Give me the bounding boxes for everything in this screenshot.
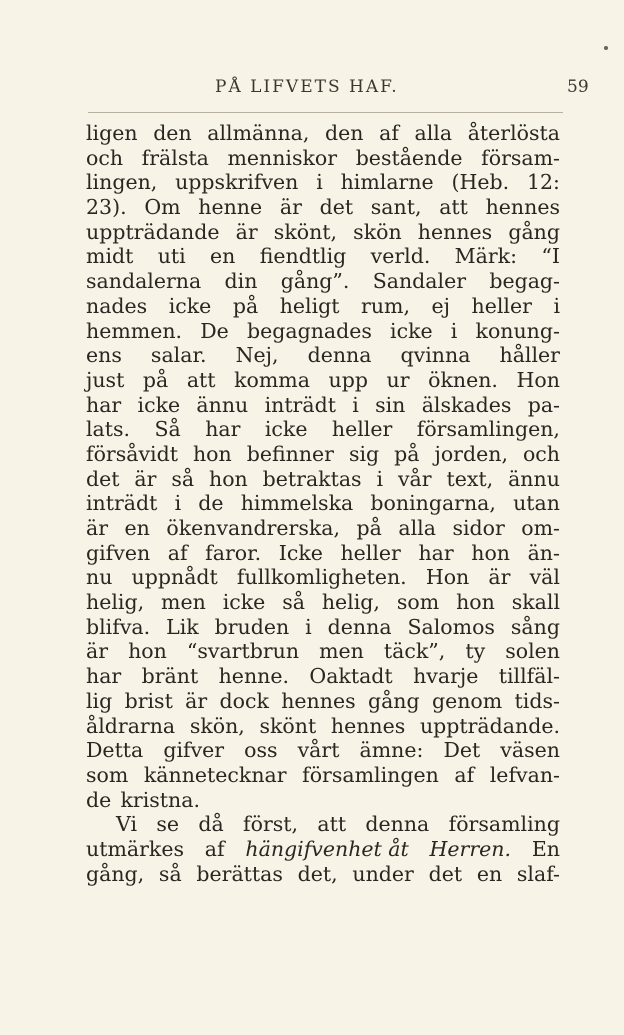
word: har: [86, 392, 122, 417]
word: himmelska: [240, 491, 354, 516]
word: helig,: [321, 590, 380, 615]
word: hon: [471, 540, 510, 565]
text-line: [86, 763, 560, 788]
word: denna: [327, 614, 392, 639]
word: skön,: [189, 713, 245, 738]
word: icke: [222, 590, 266, 615]
word: midt: [86, 244, 134, 269]
word: sig: [348, 441, 380, 466]
text-line: [86, 121, 560, 146]
word: ur: [386, 367, 410, 392]
word: en: [476, 861, 503, 886]
word: är: [235, 219, 258, 244]
text-line: [86, 195, 560, 220]
word: bestående: [355, 145, 463, 170]
word: helig,: [86, 590, 145, 615]
word: lats.: [86, 417, 131, 442]
word: af: [204, 836, 225, 861]
word: boningarna,: [370, 491, 496, 516]
text-line: [86, 417, 560, 442]
word: alla: [398, 516, 436, 540]
word: på: [142, 367, 169, 392]
word: det: [319, 195, 354, 220]
word: lefvan-: [489, 762, 560, 787]
header-rule: [88, 112, 563, 113]
word: hängifvenhet åt: [245, 836, 409, 861]
word: text,: [446, 466, 494, 491]
page-header: [0, 77, 624, 101]
text-line: [86, 220, 560, 245]
word: på: [394, 441, 420, 466]
word: komma: [234, 367, 310, 392]
text-line: [86, 812, 560, 837]
word: af: [379, 121, 399, 145]
word: försam-: [481, 145, 560, 170]
word: gång: [367, 688, 420, 713]
word: denna: [365, 812, 430, 837]
word: henne: [198, 195, 263, 220]
word: Hon: [425, 565, 470, 590]
word: under: [352, 861, 414, 886]
running-head: PÅ LIFVETS HAF.: [215, 77, 399, 97]
word: Lik: [166, 614, 199, 639]
word: ännu: [196, 392, 249, 417]
word: icke: [390, 318, 433, 343]
word: men: [161, 590, 206, 615]
word: Detta: [86, 738, 144, 763]
word: är: [134, 466, 157, 491]
text-line: [86, 615, 560, 640]
word: att: [317, 812, 347, 837]
word: ligen: [86, 121, 138, 145]
word: inträdt: [86, 491, 158, 516]
word: Hon: [516, 367, 560, 392]
word: i: [376, 466, 384, 491]
text-line: [86, 294, 560, 319]
word: ty: [465, 639, 486, 664]
word: försåvidt: [86, 441, 178, 466]
word: 12:: [526, 170, 560, 195]
word: den: [325, 121, 364, 145]
word: tids-: [514, 688, 560, 713]
word: i: [316, 170, 323, 195]
word: täck”,: [383, 639, 446, 664]
word: icke: [264, 417, 308, 442]
word: 23).: [86, 195, 127, 220]
word: tillfäl-: [498, 664, 560, 689]
word: rum,: [361, 293, 410, 318]
word: De: [200, 318, 229, 343]
word: allmänna,: [207, 121, 310, 145]
word: “svartbrun: [186, 639, 300, 664]
word: Märk:: [454, 244, 518, 269]
page-speck: [604, 46, 608, 50]
word: en: [124, 516, 150, 540]
word: har: [205, 417, 241, 442]
word: ens: [86, 343, 122, 368]
word: på: [356, 516, 382, 540]
text-line: [86, 837, 560, 862]
word: i: [553, 293, 560, 318]
word: af: [454, 762, 475, 787]
word: ej: [431, 293, 451, 318]
word: upp: [328, 367, 368, 392]
word: just: [86, 367, 125, 392]
text-line: [86, 269, 560, 294]
word: begagnades: [246, 318, 372, 343]
word: af: [167, 540, 188, 565]
word: gifver: [163, 738, 225, 763]
word: skönt: [259, 713, 317, 738]
word: bränt: [141, 664, 199, 689]
text-line: [86, 788, 560, 813]
word: ökenvandrerska,: [166, 516, 341, 540]
word: Nej,: [235, 343, 279, 368]
word: skall: [511, 590, 560, 615]
word: se: [156, 812, 179, 837]
word: gång,: [86, 861, 145, 886]
word: Herren.: [429, 836, 512, 861]
word: och: [522, 441, 560, 466]
word: hon: [456, 590, 495, 615]
word: denna: [307, 343, 372, 368]
word: i: [450, 318, 458, 343]
word: uti: [157, 244, 186, 269]
word: Vi: [116, 812, 138, 837]
word: himlarne: [340, 170, 434, 195]
word: gång: [508, 219, 560, 244]
word: än-: [527, 540, 560, 565]
word: församlingen: [302, 762, 439, 787]
word: är: [86, 639, 109, 664]
word: är: [185, 688, 208, 713]
word: jorden,: [434, 441, 508, 466]
text-line: [86, 664, 560, 689]
text-line: [86, 862, 560, 887]
word: hennes: [281, 688, 356, 713]
word: uppträdande.: [419, 713, 560, 738]
word: lingen,: [86, 170, 158, 195]
word: Om: [144, 195, 181, 220]
text-line: [86, 541, 560, 566]
text-line: [86, 565, 560, 590]
word: älskades: [421, 392, 512, 417]
text-line: [86, 442, 560, 467]
word: som: [396, 590, 440, 615]
word: solen: [505, 639, 560, 664]
text-line: [86, 491, 560, 516]
word: som: [86, 762, 129, 787]
word: icke: [168, 293, 212, 318]
text-line: [86, 467, 560, 492]
word: vår: [397, 466, 432, 491]
word: hon: [209, 466, 248, 491]
word: har: [418, 540, 454, 565]
word: uppskrifven: [175, 170, 299, 195]
word: hennes: [417, 219, 493, 244]
text-line: [86, 516, 560, 541]
word: sin: [375, 392, 406, 417]
word: hon: [192, 441, 232, 466]
word: frälsta: [141, 145, 209, 170]
word: sant,: [370, 195, 422, 220]
word: sandalerna: [86, 269, 202, 294]
word: kristna.: [120, 787, 200, 812]
word: väsen: [500, 738, 560, 763]
word: dock: [219, 688, 269, 713]
text-line: [86, 738, 560, 763]
word: “I: [541, 244, 560, 269]
word: hemmen.: [86, 318, 183, 343]
word: har: [86, 664, 122, 689]
word: fiendtlig: [259, 244, 347, 269]
word: återlösta: [467, 121, 560, 145]
word: pa-: [527, 392, 560, 417]
word: väl: [529, 565, 560, 590]
text-line: [86, 393, 560, 418]
word: Icke: [278, 540, 323, 565]
word: konung-: [475, 318, 560, 343]
word: utan: [513, 491, 560, 516]
word: Så: [154, 417, 181, 442]
word: att: [186, 367, 216, 392]
word: berättas: [196, 861, 283, 886]
text-line: [86, 590, 560, 615]
word: uppnådt: [131, 565, 218, 590]
word: det: [428, 861, 463, 886]
word: sång: [510, 614, 560, 639]
word: i: [352, 392, 359, 417]
word: verld.: [370, 244, 431, 269]
word: nu: [86, 565, 113, 590]
word: fullkomligheten.: [236, 565, 407, 590]
word: hvarje: [413, 664, 479, 689]
word: håller: [499, 343, 560, 368]
word: i: [174, 491, 182, 516]
word: slaf-: [516, 861, 560, 886]
word: Salomos: [407, 614, 495, 639]
word: qvinna: [400, 343, 471, 368]
word: nades: [86, 293, 148, 318]
text-line: [86, 146, 560, 171]
word: är: [488, 565, 511, 590]
word: skön: [353, 219, 402, 244]
word: En: [531, 836, 560, 861]
word: ännu: [508, 466, 560, 491]
word: en: [210, 244, 236, 269]
word: hennes: [485, 195, 560, 220]
word: den: [153, 121, 192, 145]
word: heligt: [279, 293, 340, 318]
word: Sandaler: [372, 269, 467, 294]
word: befinner: [246, 441, 334, 466]
word: är: [86, 516, 109, 540]
word: oss: [244, 738, 278, 763]
word: utmärkes: [86, 836, 184, 861]
word: menniskor: [227, 145, 338, 170]
word: så: [282, 590, 305, 615]
page-number: 59: [567, 77, 589, 97]
word: sidor: [452, 516, 505, 540]
word: salar.: [150, 343, 207, 368]
word: blifva.: [86, 614, 151, 639]
text-line: [86, 689, 560, 714]
word: ämne:: [359, 738, 424, 763]
word: så: [158, 861, 182, 886]
word: skönt,: [273, 219, 338, 244]
word: lig: [86, 688, 113, 713]
word: heller: [331, 417, 393, 442]
word: på: [232, 293, 259, 318]
text-line: [86, 244, 560, 269]
body-text: [86, 121, 560, 886]
word: då: [198, 812, 224, 837]
word: först,: [243, 812, 299, 837]
word: bruden: [214, 614, 290, 639]
word: genom: [431, 688, 503, 713]
word: att: [439, 195, 468, 220]
word: henne.: [218, 664, 289, 689]
word: heller: [340, 540, 401, 565]
word: hon: [128, 639, 167, 664]
word: alla: [414, 121, 453, 145]
text-line: [86, 714, 560, 739]
text-line: [86, 368, 560, 393]
word: det,: [297, 861, 338, 886]
word: gifven: [86, 540, 151, 565]
text-line: [86, 319, 560, 344]
word: Oaktadt: [309, 664, 393, 689]
word: brist: [124, 688, 173, 713]
word: åldrarna: [86, 713, 176, 738]
word: din: [224, 269, 258, 294]
word: i: [305, 614, 312, 639]
word: så: [171, 466, 195, 491]
word: församlingen,: [416, 417, 560, 442]
word: vårt: [297, 738, 340, 763]
word: om-: [521, 516, 560, 540]
word: (Heb.: [451, 170, 510, 195]
word: församling: [448, 812, 560, 837]
text-line: [86, 639, 560, 664]
word: betraktas: [262, 466, 362, 491]
word: är: [279, 195, 302, 220]
word: gång”.: [280, 269, 350, 294]
text-line: [86, 170, 560, 195]
word: icke: [137, 392, 181, 417]
word: faror.: [205, 540, 262, 565]
word: Det: [443, 738, 481, 763]
word: hennes: [330, 713, 406, 738]
word: de: [86, 787, 112, 812]
word: och: [86, 145, 124, 170]
word: det: [86, 466, 120, 491]
word: begag-: [489, 269, 560, 294]
word: men: [319, 639, 364, 664]
word: de: [198, 491, 224, 516]
word: kännetecknar: [143, 762, 287, 787]
word: uppträdande: [86, 219, 220, 244]
word: inträdt: [264, 392, 336, 417]
word: heller: [471, 293, 532, 318]
text-line: [86, 343, 560, 368]
word: öknen.: [428, 367, 498, 392]
